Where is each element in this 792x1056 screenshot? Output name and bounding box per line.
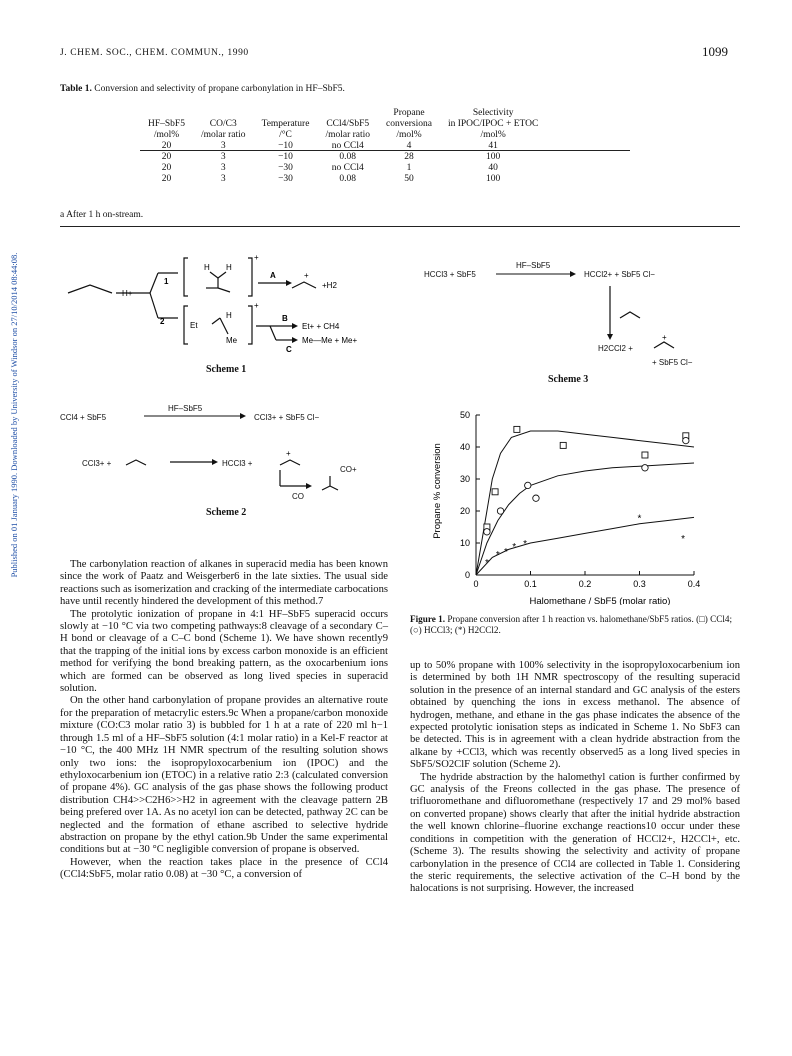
scheme1-pathB-label: B xyxy=(282,314,288,323)
scheme1-path1-label: 1 xyxy=(164,277,169,286)
table1-cell: 41 xyxy=(488,141,498,151)
scheme3-line3: + SbF5 Cl− xyxy=(652,358,693,367)
svg-text:+: + xyxy=(662,333,667,342)
scheme2-line2-right: HCCl3 + xyxy=(222,459,253,468)
chart-point-ccl4 xyxy=(642,452,648,458)
left-paragraph: However, when the reaction takes place in the presence of CCl4 (CCl4:SbF5, molar ratio 0.08) at −30 °C, a conversion of xyxy=(60,856,388,881)
table-bottom-rule xyxy=(60,226,740,227)
right-column xyxy=(410,660,740,896)
chart-point-hccl3 xyxy=(533,495,539,501)
download-sidebar-note: Published on 01 January 1990. Downloaded by University of Windsor on 27/10/2014 08:44:08. xyxy=(9,252,19,578)
table1-row xyxy=(140,163,546,174)
left-paragraph: The protolytic ionization of propane in 4:1 HF–SbF5 superacid occurs slowly at −10 °C via two competing pathways:8 cleavage of a secondary C–H bond or cleavage of a C–C bond (Scheme 1). We have shown recently9 that the trapping of the initial ions by excess carbon monoxide is an efficient method for verifying the bond breaking pattern, as the oxocarbenium ions which are formed can be observed as long lived species in superacid solution. xyxy=(60,608,388,695)
table1-header-cell: /mol% xyxy=(396,130,422,140)
table1-cell: 4 xyxy=(406,141,412,151)
scheme2-arrow-label: HF–SbF5 xyxy=(168,404,203,413)
table1 xyxy=(140,108,546,185)
chart-point-h2ccl2: * xyxy=(495,550,500,562)
table1-caption-text: Conversion and selectivity of propane carbonylation in HF–SbF5. xyxy=(94,84,345,94)
left-paragraph: On the other hand carbonylation of propane provides an alternative route for the preparation of metacrylic esters.9c When a propane/carbon monoxide mixture (CO:C3 molar ratio 3) is bubbled for 1 h at a rate of 220 ml h−1 through 1.5 ml of a HF–SbF5 solution (4:1 molar ratio) in a Kel-F reactor at −10 °C, the 400 MHz 1H NMR spectrum of the resulting solution shows only two ions: the isopropyloxocarbenium ion (IPOC) and the ethyloxocarbenium ion (ETOC) in a relative ratio 2:3 (calculated conversion of propane 4%). GC analysis of the gas phase shows the following product distribution CH4>>C2H6>>H2 in agreement with the cleavage pattern 2B being prefered over 1A. As no acetyl ion can be detected, pathway 2C can be neglected and the formation of ethane ascribed to selective hydride abstraction on propane by the ethyl cation.9b Under the same experimental conditions but at −30 °C negligible conversion of propane is observed. xyxy=(60,695,388,856)
table1-row xyxy=(140,174,546,185)
page-number: 1099 xyxy=(702,44,728,59)
table1-header-cell: Selectivity xyxy=(472,108,514,118)
scheme1-et-ch4: Et+ + CH4 xyxy=(302,322,340,331)
chart-point-h2ccl2: * xyxy=(523,539,528,550)
table1-header-cell xyxy=(140,108,193,119)
chart-y-tick-label: 20 xyxy=(459,506,470,516)
table1-header-cell: /mol% xyxy=(480,130,506,140)
table1-cell: 20 xyxy=(161,163,172,173)
table1-header-cell: CO/C3 xyxy=(209,119,237,129)
table1-header-cell: /molar ratio xyxy=(325,130,371,140)
scheme1-diagram xyxy=(60,248,380,378)
chart-y-axis-label: Propane % conversion xyxy=(432,443,443,539)
table1-caption xyxy=(60,84,345,94)
table1-cell: 0.08 xyxy=(339,152,357,162)
table1-header-row2 xyxy=(140,119,546,130)
chart-x-tick-label: 0.1 xyxy=(524,579,537,589)
chart-point-h2ccl2: * xyxy=(637,513,642,525)
chart-point-h2ccl2: * xyxy=(681,534,686,546)
chart-y-tick-label: 40 xyxy=(459,442,470,452)
table1-header-row1 xyxy=(140,108,546,119)
chart-x-tick-label: 0.3 xyxy=(633,579,646,589)
table1-cell: 3 xyxy=(220,163,226,173)
table1-cell: 1 xyxy=(406,163,412,173)
chart-point-hccl3 xyxy=(525,482,531,488)
journal-header: J. CHEM. SOC., CHEM. COMMUN., 1990 xyxy=(60,48,249,58)
table1-cell: 20 xyxy=(161,174,172,184)
scheme1-propene-plus: + xyxy=(304,271,309,280)
scheme1-h1: H xyxy=(204,263,210,272)
chart-point-ccl4 xyxy=(560,442,566,448)
scheme1-plus2: + xyxy=(254,301,259,310)
chart-point-h2ccl2: * xyxy=(484,558,489,570)
table1-header-cell: /mol% xyxy=(153,130,180,140)
scheme3-line2: H2CCl2 + xyxy=(598,344,633,353)
chart-curve-hccl3 xyxy=(476,463,694,575)
scheme1-me-label: Me xyxy=(226,336,238,345)
scheme1-title: Scheme 1 xyxy=(206,364,247,375)
table1-footnote: a After 1 h on-stream. xyxy=(60,210,144,220)
figure1-caption xyxy=(410,614,740,636)
chart-curve-ccl4 xyxy=(476,431,694,575)
table1-header-cell: Propane xyxy=(393,108,425,118)
table1-header-rule xyxy=(140,150,630,151)
chart-y-tick-label: 30 xyxy=(459,474,470,484)
table1-cell: −30 xyxy=(278,163,293,173)
table1-cell: 40 xyxy=(488,163,498,173)
scheme1-pathA-label: A xyxy=(270,271,276,280)
table1-header-cell: /molar ratio xyxy=(200,130,246,140)
table1-header-cell: conversiona xyxy=(386,119,432,129)
chart-point-hccl3 xyxy=(683,437,689,443)
scheme2-propyl-plus: + xyxy=(286,449,291,458)
chart-curve-h2ccl2 xyxy=(476,517,694,575)
scheme1-plus1: + xyxy=(254,253,259,262)
scheme1-h3: H xyxy=(226,311,232,320)
left-paragraph: The carbonylation reaction of alkanes in superacid media has been known since the work of Paatz and Weisgerber6 in the late sixties. The usual side reactions such as isomerization and cracking of the intermediate carbocations have until recently hindered the development of this method.7 xyxy=(60,559,388,608)
chart-x-axis-label: Halomethane / SbF5 (molar ratio) xyxy=(529,596,671,605)
left-column xyxy=(60,559,388,882)
scheme3-title: Scheme 3 xyxy=(548,374,589,385)
scheme3-arrow1 xyxy=(494,268,580,280)
table1-cell: 0.08 xyxy=(339,174,357,184)
scheme3-line1-right: HCCl2+ + SbF5 Cl− xyxy=(584,270,655,279)
table1-header-cell xyxy=(254,108,318,119)
scheme1-h2-label: +H2 xyxy=(322,281,337,290)
table1-cell: 20 xyxy=(161,152,172,162)
right-paragraph: The hydride abstraction by the halomethyl cation is further confirmed by GC analysis of the Freons collected in the gas phase. The presence of trifluoromethane and difluoromethane (respectively 17 and 29 mol% based on converted propane) shows clearly that after the initial hydride abstraction the well known chlorine–fluorine exchange reactions10 occur under these conditions in competition with the generation of HCCl2+, H2CCl+, etc. (Scheme 3). The results showing the selectivity and activity of propane carbonylation in the presence of CCl4 are collected in Table 1. Considering the steric requirements, the selective activation of the C–H bond by the halocations is not surprising. However, the increased xyxy=(410,771,740,895)
chart-x-tick-label: 0.2 xyxy=(578,579,592,589)
propane-structure xyxy=(68,285,112,293)
chart-x-tick-label: 0 xyxy=(473,579,479,589)
chart-y-tick-label: 50 xyxy=(459,410,470,420)
scheme1-pathC-label: C xyxy=(286,345,292,354)
table1-cell: −10 xyxy=(278,141,293,151)
scheme2-line1-right: CCl3+ + SbF5 Cl− xyxy=(254,413,320,422)
table1-cell: 28 xyxy=(404,152,414,162)
scheme3-propyl xyxy=(650,332,690,352)
table1-caption-label: Table 1. xyxy=(60,84,92,94)
table1-cell: 100 xyxy=(486,152,501,162)
chart-point-ccl4 xyxy=(492,489,498,495)
scheme2-line2-left: CCl3+ + xyxy=(82,459,112,468)
figure1-caption-label: Figure 1. xyxy=(410,614,446,624)
chart-x-tick-label: 0.4 xyxy=(687,579,701,589)
scheme1-path2-label: 2 xyxy=(160,317,165,326)
figure1-chart xyxy=(424,405,724,605)
table1-cell: 50 xyxy=(404,174,414,184)
table1-header-cell xyxy=(193,108,254,119)
scheme2-line1-left: CCl4 + SbF5 xyxy=(60,413,107,422)
chart-point-h2ccl2: * xyxy=(512,542,517,554)
table1-cell: no CCl4 xyxy=(331,141,364,151)
table1-cell: 3 xyxy=(220,141,226,151)
chart-y-tick-label: 10 xyxy=(459,538,470,548)
scheme1-et-label: Et xyxy=(190,321,198,330)
scheme2-diagram xyxy=(120,448,360,508)
chart-point-hccl3 xyxy=(497,508,503,514)
scheme2-co-label: CO xyxy=(292,492,304,501)
table1-cell: −10 xyxy=(278,152,293,162)
table1-header-cell: /°C xyxy=(279,130,292,140)
table1-cell: 100 xyxy=(486,174,501,184)
table1-cell: no CCl4 xyxy=(331,163,364,173)
chart-y-tick-label: 0 xyxy=(464,570,470,580)
scheme3-arrow-label: HF–SbF5 xyxy=(516,261,551,270)
table1-row xyxy=(140,152,546,163)
scheme2-arrow1 xyxy=(140,410,250,422)
table1-cell: −30 xyxy=(278,174,293,184)
table1-header-cell: Temperature xyxy=(261,119,310,129)
scheme2-title: Scheme 2 xyxy=(206,507,247,518)
scheme1-h2: H xyxy=(226,263,232,272)
chart-point-ccl4 xyxy=(514,426,520,432)
table1-cell: 3 xyxy=(220,152,226,162)
scheme1-me-me: Me—Me + Me+ xyxy=(302,336,358,345)
table1-header-row3 xyxy=(140,130,546,141)
table1-header-cell xyxy=(317,108,378,119)
chart-point-hccl3 xyxy=(642,465,648,471)
scheme1-h-plus: H+ xyxy=(122,289,133,298)
scheme2-co-plus: CO+ xyxy=(340,465,357,474)
table1-cell: 20 xyxy=(161,141,172,151)
table1-cell: 3 xyxy=(220,174,226,184)
table1-header-cell: CCl4/SbF5 xyxy=(326,119,370,129)
table1-header-cell: HF–SbF5 xyxy=(148,119,185,129)
figure1-caption-text: Propane conversion after 1 h reaction vs. halomethane/SbF5 ratios. (□) CCl4; (○) HCCl3; (*) H2CCl2. xyxy=(410,614,733,635)
chart-point-h2ccl2: * xyxy=(504,547,508,558)
chart-point-hccl3 xyxy=(484,529,490,535)
scheme3-line1-left: HCCl3 + SbF5 xyxy=(424,270,476,279)
table1-header-cell: in IPOC/IPOC + ETOC xyxy=(447,119,539,129)
right-paragraph: up to 50% propane with 100% selectivity in the isopropyloxocarbenium ion is determined by both 1H NMR spectroscopy of the resulting superacid solution in the presence of an internal standard and GC analysis of the esters obtained by quenching the ions in excess methanol. The absence of hydrogen, methane, and ethane in the gas phase indicates the absence of the expected protolytic ionisation steps as indicated in Scheme 1. No SbF3 can be detected. This is in agreement with a clean hydride abstraction from the alkane by +CCl3, which was recently observed5 as a long lived species in SbF5/SO2ClF solution (Scheme 2). xyxy=(410,660,740,771)
